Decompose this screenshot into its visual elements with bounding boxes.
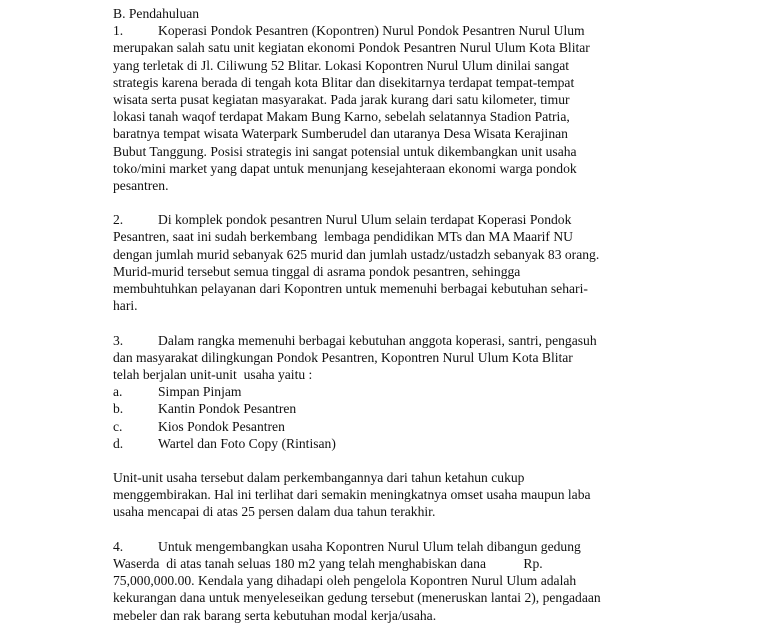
paragraph-line: merupakan salah satu unit kegiatan ekonomi Pondok Pesantren Nurul Ulum Kota Blitar: [113, 40, 590, 56]
paragraph-line: dan masyarakat dilingkungan Pondok Pesantren, Kopontren Nurul Ulum Kota Blitar: [113, 349, 573, 365]
list-marker: a.: [113, 384, 123, 400]
paragraph-line: wisata serta pusat kegiatan masyarakat. Pada jarak kurang dari satu kilometer, timur: [113, 91, 570, 107]
paragraph-1: [113, 22, 658, 194]
paragraph-spacer: [113, 314, 658, 331]
paragraph-3: [113, 332, 658, 452]
paragraph-text: Untuk mengembangkan usaha Kopontren Nurul Ulum telah dibangun gedung: [158, 538, 581, 554]
list-marker: d.: [113, 435, 124, 451]
paragraph-number: 3.: [113, 332, 124, 348]
list-item-label: Wartel dan Foto Copy (Rintisan): [158, 435, 336, 451]
section-heading: B. Pendahuluan: [113, 6, 200, 21]
paragraph-4-first-line: [113, 538, 658, 555]
paragraph-line: membuhtuhkan pelayanan dari Kopontren untuk memenuhi berbagai kebutuhan sehari-: [113, 281, 588, 296]
paragraph-spacer: [113, 194, 658, 211]
paragraph-line: kekurangan dana untuk menyeleseikan gedung tersebut (meneruskan lantai 2), pengadaan: [113, 590, 601, 606]
paragraph-number: 1.: [113, 23, 124, 39]
paragraph-line: dengan jumlah murid sebanyak 625 murid dan jumlah ustadz/ustadzh sebanyak 83 orang.: [113, 246, 600, 262]
list-marker: b.: [113, 401, 124, 417]
list-item: [113, 435, 658, 452]
paragraph-line: toko/mini market yang dapat untuk menunjang kesejahteraan ekonomi warga pondok: [113, 160, 577, 176]
paragraph-line: Murid-murid tersebut semua tinggal di asrama pondok pesantren, sehingga: [113, 263, 521, 279]
paragraph-1-first-line: [113, 22, 658, 39]
paragraph-line: hari.: [113, 298, 138, 314]
paragraph-line: menggembirakan. Hal ini terlihat dari semakin meningkatnya omset usaha maupun laba: [113, 487, 591, 503]
list-item-label: Kios Pondok Pesantren: [158, 418, 285, 434]
paragraph-number: 2.: [113, 212, 124, 228]
paragraph-line: 75,000,000.00. Kendala yang dihadapi oleh pengelola Kopontren Nurul Ulum adalah: [113, 573, 577, 589]
paragraph-line: Pesantren, saat ini sudah berkembang lembaga pendidikan MTs dan MA Maarif NU: [113, 229, 573, 245]
paragraph-2: [113, 211, 658, 314]
list-item: [113, 383, 658, 400]
list-item: [113, 418, 658, 435]
paragraph-line: Waserda di atas tanah seluas 180 m2 yang telah menghabiskan dana Rp.: [113, 556, 543, 571]
paragraph-number: 4.: [113, 538, 124, 554]
paragraph-line: telah berjalan unit-unit usaha yaitu :: [113, 366, 313, 382]
document-page: [113, 5, 658, 624]
paragraph-3-first-line: [113, 332, 658, 349]
paragraph-spacer: [113, 452, 658, 469]
paragraph-spacer: [113, 521, 658, 538]
paragraph-text: Koperasi Pondok Pesantren (Kopontren) Nurul Pondok Pesantren Nurul Ulum: [158, 23, 585, 39]
paragraph-text: Dalam rangka memenuhi berbagai kebutuhan anggota koperasi, santri, pengasuh: [158, 332, 597, 348]
paragraph-line: lokasi tanah waqof terdapat Makam Bung Karno, sebelah selatannya Stadion Patria,: [113, 109, 570, 125]
list-item-label: Kantin Pondok Pesantren: [158, 401, 297, 417]
paragraph-line: yang terletak di Jl. Ciliwung 52 Blitar. Lokasi Kopontren Nurul Ulum dinilai sangat: [113, 57, 570, 73]
paragraph-line: pesantren.: [113, 177, 169, 193]
paragraph-line: baratnya tempat wisata Waterpark Sumberudel dan utaranya Desa Wisata Kerajinan: [113, 126, 568, 142]
paragraph-units: [113, 469, 658, 521]
paragraph-line: Unit-unit usaha tersebut dalam perkembangannya dari tahun ketahun cukup: [113, 470, 525, 486]
paragraph-line: mebeler dan rak barang serta kebutuhan modal kerja/usaha.: [113, 607, 437, 623]
paragraph-line: usaha mencapai di atas 25 persen dalam dua tahun terakhir.: [113, 504, 436, 520]
paragraph-line: strategis karena berada di tengah kota Blitar dan disekitarnya terdapat tempat-tempat: [113, 74, 575, 90]
list-item: [113, 400, 658, 417]
list-marker: c.: [113, 418, 123, 434]
paragraph-2-first-line: [113, 211, 658, 228]
paragraph-text: Di komplek pondok pesantren Nurul Ulum selain terdapat Koperasi Pondok: [158, 212, 572, 228]
paragraph-line: Bubut Tanggung. Posisi strategis ini sangat potensial untuk dikembangkan unit usaha: [113, 143, 577, 159]
list-item-label: Simpan Pinjam: [158, 384, 242, 400]
paragraph-4: [113, 538, 658, 624]
